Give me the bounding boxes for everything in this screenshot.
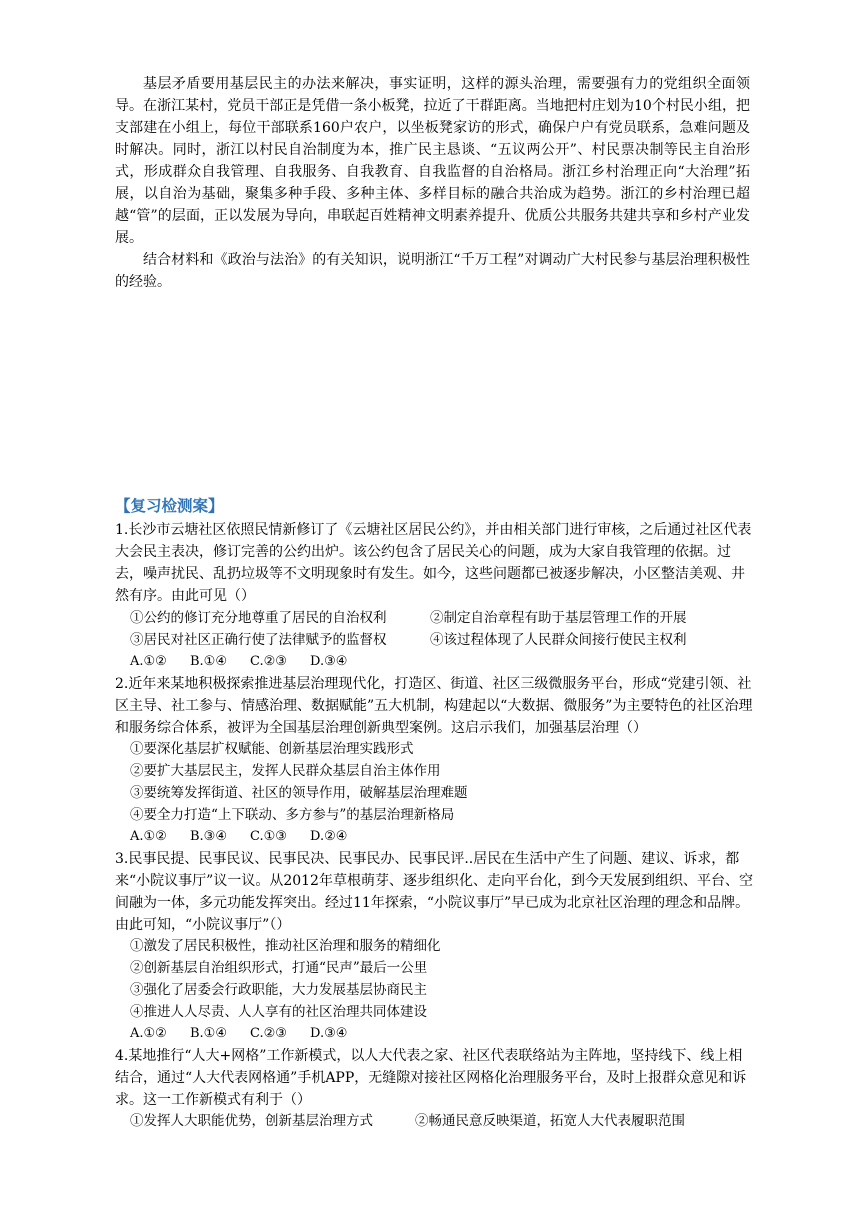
material-section: [115, 73, 750, 293]
option-item: ②要扩大基层民主，发挥人民群众基层自治主体作用: [130, 763, 441, 779]
answer-choice: D.②④: [310, 829, 348, 844]
question-stem: 4.某地推行“人大+网格”工作新模式，以人大代表之家、社区代表联络站为主阵地，坚持线下、线上相结合，通过“人大代表网格通”手机APP，无缝隙对接社区网格化治理服务平台，及时上报群众意见和诉求。这一工作新模式有利于（）: [115, 1048, 747, 1108]
answer-row: [130, 826, 370, 848]
answer-choice: D.③④: [310, 654, 348, 669]
answer-choice: D.③④: [310, 1026, 348, 1041]
option-item: ④要全力打造“上下联动、多方参与”的基层治理新格局: [130, 807, 455, 823]
question-stem: 2.近年来某地积极探索推进基层治理现代化，打造区、街道、社区三级微服务平台，形成“党建引领、社区主导、社工参与、情感治理、数据赋能”五大机制，构建起以“大数据、微服务”为主要特色的社区治理和服务综合体系，被评为全国基层治理创新典型案例。这启示我们，加强基层治理（）: [115, 676, 753, 736]
option-item: ①要深化基层扩权赋能、创新基层治理实践形式: [130, 741, 414, 757]
question-stem: 3.民事民提、民事民议、民事民决、民事民办、民事民评..居民在生活中产生了问题、建议、诉求，都来“小院议事厅”议一议。从2012年草根萌芽、逐步组织化、走向平台化，到今天发展到组织、平台、空间融为一体，多元功能发挥突出。经过11年探索，“小院议事厅”早已成为北京社区治理的理念和品牌。由此可知，“小院议事厅”（）: [115, 851, 753, 933]
answer-choice: C.②③: [250, 654, 287, 669]
option-item: ③居民对社区正确行使了法律赋予的监督权: [130, 632, 387, 648]
answer-choice: C.②③: [250, 1026, 287, 1041]
option-item: ③强化了居委会行政职能，大力发展基层协商民主: [130, 982, 427, 998]
material-paragraph: 基层矛盾要用基层民主的办法来解决，事实证明，这样的源头治理，需要强有力的党组织全面领导。在浙江某村，党员干部正是凭借一条小板凳，拉近了干群距离。当地把村庄划为10个村民小组，把支部建在小组上，每位干部联系160户农户，以坐板凳家访的形式，确保户户有党员联系，急难问题及时解决。同时，浙江以村民自治制度为本，推广民主恳谈、“五议两公开”、村民票决制等民主自治形式，形成群众自我管理、自我服务、自我教育、自我监督的自治格局。浙江乡村治理正向“大治理”拓展，以自治为基础，聚集多种手段、多种主体、多样目标的融合共治成为趋势。浙江的乡村治理已超越“管”的层面，正以发展为导向，串联起百姓精神文明素养提升、优质公共服务共建共享和乡村产业发展。: [115, 76, 750, 246]
section-title: 【复习检测案】: [115, 497, 224, 515]
answer-choice: B.①④: [190, 654, 227, 669]
option-item: ①发挥人大职能优势，创新基层治理方式: [130, 1113, 373, 1129]
answer-choice: A.①②: [130, 1026, 167, 1041]
answer-choice: B.①④: [190, 1026, 227, 1041]
answer-choice: B.③④: [190, 829, 227, 844]
option-item: ①激发了居民积极性，推动社区治理和服务的精细化: [130, 938, 441, 954]
answer-row: [130, 1023, 370, 1045]
answer-choice: A.①②: [130, 829, 167, 844]
option-item: ②制定自治章程有助于基层管理工作的开展: [430, 610, 687, 626]
answer-choice: C.①③: [250, 829, 287, 844]
option-item: ②创新基层自治组织形式，打通“民声”最后一公里: [130, 960, 428, 976]
question-prompt: 结合材料和《政治与法治》的有关知识，说明浙江“千万工程”对调动广大村民参与基层治理积极性的经验。: [115, 252, 750, 290]
option-item: ③要统筹发挥街道、社区的领导作用，破解基层治理难题: [130, 785, 468, 801]
question-stem: 1.长沙市云塘社区依照民情新修订了《云塘社区居民公约》，并由相关部门进行审核，之后通过社区代表大会民主表决，修订完善的公约出炉。该公约包含了居民关心的问题，成为大家自我管理的依据。过去，噪声扰民、乱扔垃圾等不文明现象时有发生。如今，这些问题都已被逐步解决，小区整洁美观、井然有序。由此可见（）: [115, 522, 752, 604]
answer-choice: A.①②: [130, 654, 167, 669]
option-item: ②畅通民意反映渠道，拓宽人大代表履职范围: [415, 1113, 685, 1129]
answer-row: [130, 651, 370, 673]
option-item: ①公约的修订充分地尊重了居民的自治权利: [130, 610, 387, 626]
option-item: ④该过程体现了人民群众间接行使民主权利: [430, 632, 687, 648]
option-item: ④推进人人尽责、人人享有的社区治理共同体建设: [130, 1004, 427, 1020]
